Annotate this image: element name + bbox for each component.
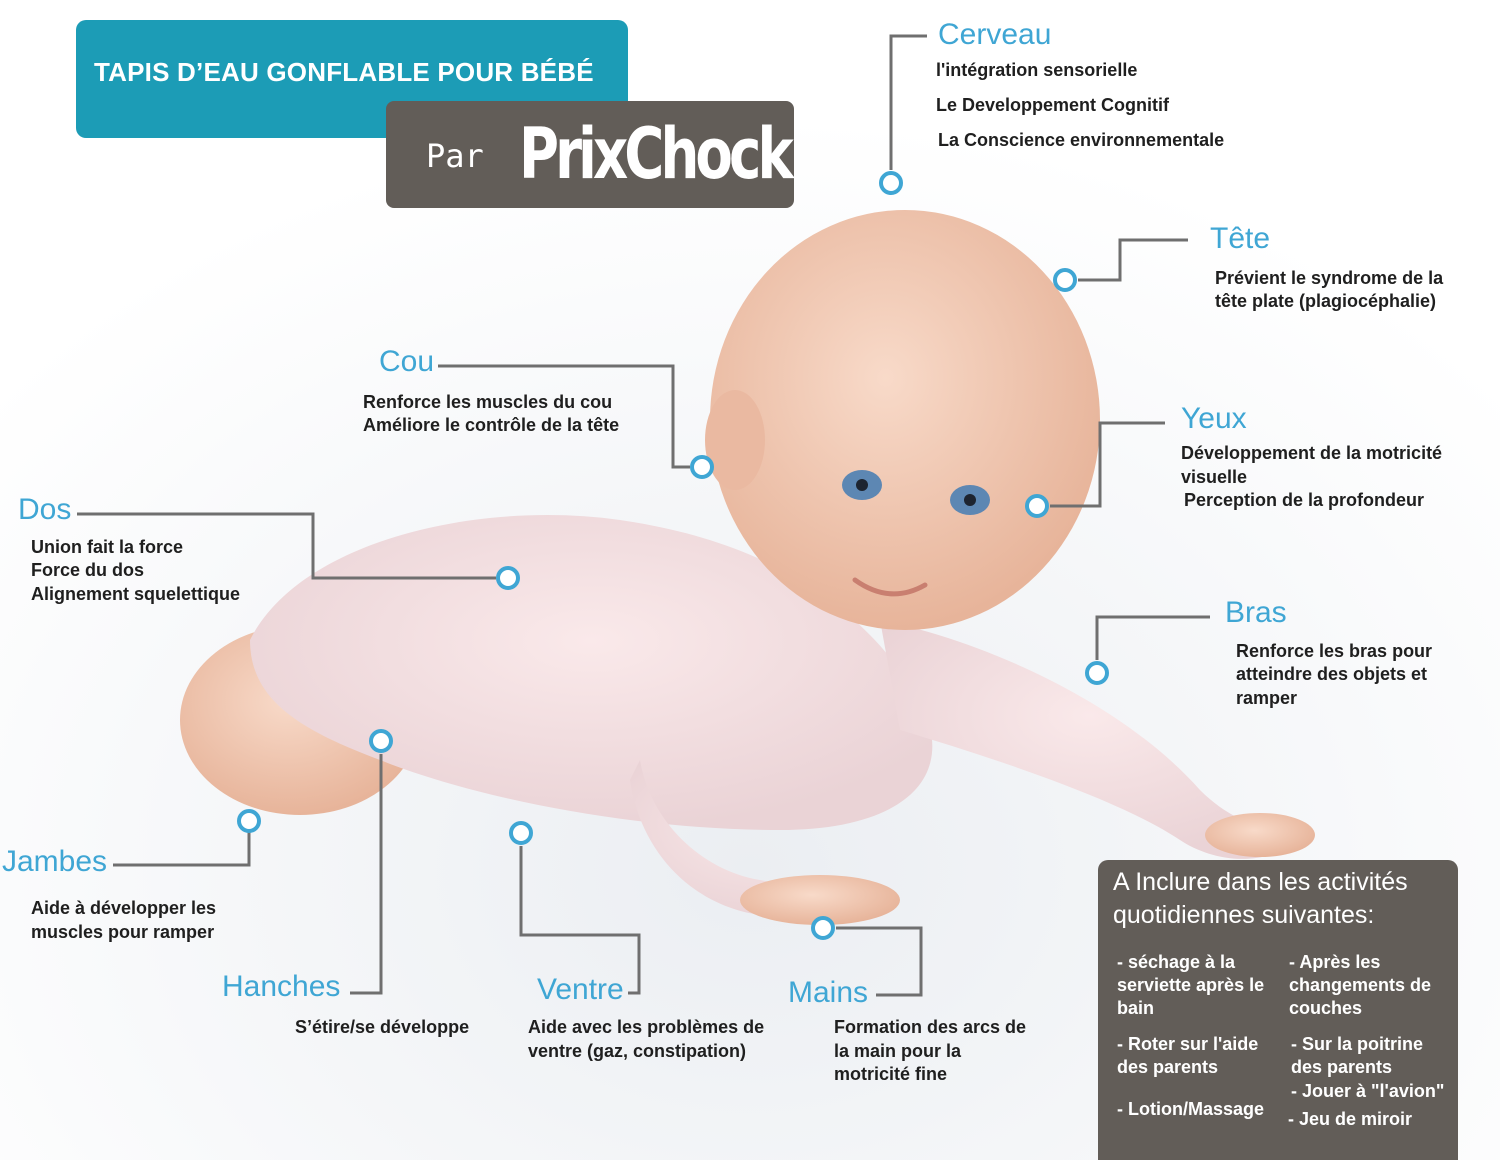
section-line: Alignement squelettique [31, 584, 241, 604]
section-heading-hanches: Hanches [222, 970, 341, 1003]
section-line: Prévient le syndrome de la [1215, 268, 1444, 288]
section-line: Développement de la motricité [1181, 443, 1443, 463]
activity-item: - Après les [1289, 952, 1381, 972]
section-line: Union fait la force [31, 537, 184, 557]
section-line: motricité fine [834, 1064, 948, 1084]
section-line: ramper [1236, 688, 1298, 708]
activities-title: quotidiennes suivantes: [1113, 901, 1375, 929]
section-heading-mains: Mains [788, 976, 869, 1009]
section-heading-cou: Cou [379, 345, 435, 378]
activity-item: - Jeu de miroir [1288, 1109, 1413, 1129]
section-heading-ventre: Ventre [537, 973, 624, 1006]
page-title: TAPIS D’EAU GONFLABLE POUR BÉBÉ [94, 57, 594, 87]
section-line: La Conscience environnementale [938, 130, 1225, 150]
section-heading-jambes: Jambes [2, 845, 108, 878]
section-heading-bras: Bras [1225, 596, 1287, 629]
section-line: Renforce les bras pour [1236, 641, 1433, 661]
section-line: Perception de la profondeur [1184, 490, 1425, 510]
section-line: Améliore le contrôle de la tête [363, 415, 620, 435]
section-line: S’étire/se développe [295, 1017, 470, 1037]
section-line: Force du dos [31, 560, 145, 580]
section-line: Aide à développer les [31, 898, 217, 918]
activity-item: - Roter sur l'aide [1117, 1034, 1259, 1054]
activity-item: couches [1289, 998, 1363, 1018]
section-heading-yeux: Yeux [1181, 402, 1247, 435]
section-heading-dos: Dos [18, 493, 72, 526]
section-line: Renforce les muscles du cou [363, 392, 613, 412]
section-line: Formation des arcs de [834, 1017, 1027, 1037]
section-line: ventre (gaz, constipation) [528, 1041, 747, 1061]
activity-item: bain [1117, 998, 1155, 1018]
brand-logo: PrixChock [519, 113, 790, 195]
section-line: atteindre des objets et [1236, 664, 1428, 684]
section-heading-cerveau: Cerveau [938, 18, 1052, 51]
activity-item: des parents [1117, 1057, 1219, 1077]
section-line: tête plate (plagiocéphalie) [1215, 291, 1437, 311]
activities-title: A Inclure dans les activités [1113, 868, 1408, 896]
activity-item: - Lotion/Massage [1117, 1099, 1265, 1119]
section-line: Le Developpement Cognitif [936, 95, 1170, 115]
activity-item: serviette après le [1117, 975, 1265, 995]
activities-box [1098, 860, 1458, 1160]
brand-banner [386, 101, 794, 208]
by-label: Par [426, 137, 484, 175]
section-line: muscles pour ramper [31, 922, 215, 942]
section-line: la main pour la [834, 1041, 962, 1061]
activity-item: changements de [1289, 975, 1432, 995]
section-heading-tete: Tête [1210, 222, 1271, 255]
activity-item: des parents [1291, 1057, 1393, 1077]
section-line: Aide avec les problèmes de [528, 1017, 765, 1037]
section-line: l'intégration sensorielle [936, 60, 1138, 80]
activity-item: - séchage à la [1117, 952, 1236, 972]
section-line: visuelle [1181, 467, 1248, 487]
marker-ring [239, 173, 1107, 938]
activity-item: - Jouer à "l'avion" [1291, 1081, 1445, 1101]
activity-item: - Sur la poitrine [1291, 1034, 1424, 1054]
